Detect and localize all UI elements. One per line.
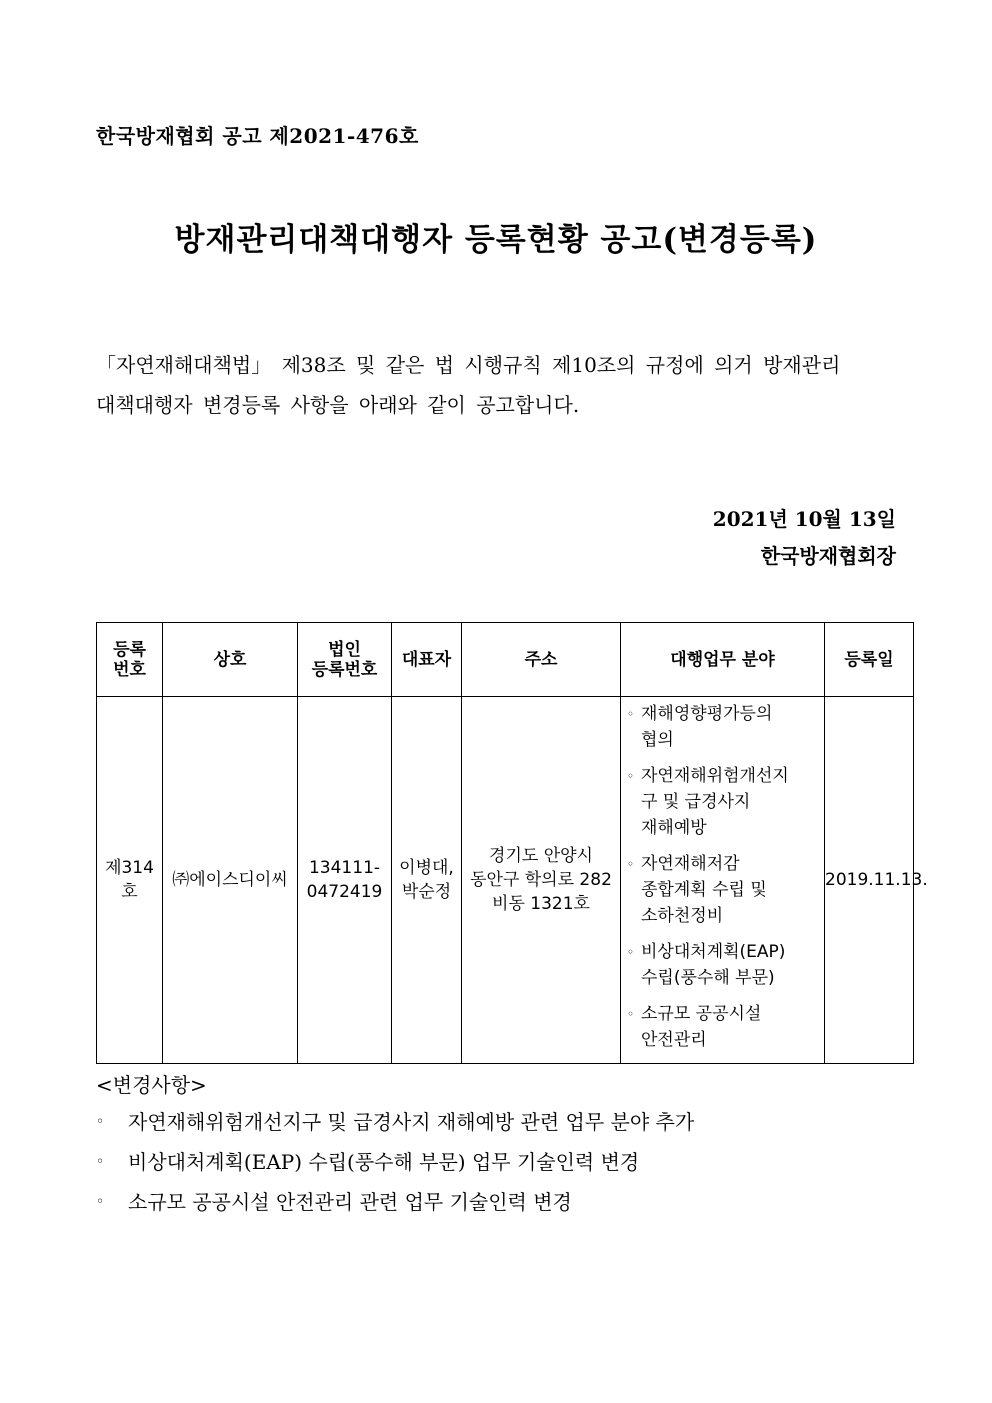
cell-reg-date: 2019.11.13. xyxy=(825,697,914,1064)
issuer: 한국방재협회장 xyxy=(760,544,896,568)
cell-fields xyxy=(621,697,825,1064)
table-row xyxy=(97,697,914,1064)
list-item: ◦ 자연재해위험개선지구 및 급경사지 재해예방 관련 업무 분야 추가 xyxy=(96,1106,694,1146)
header-representative: 대표자 xyxy=(392,623,462,697)
registration-table xyxy=(96,622,928,1064)
bullet-icon: ◦ xyxy=(96,1154,105,1170)
list-item: ◦ 소규모 공공시설 안전관리 xyxy=(627,1001,818,1053)
notice-date: 2021년 10월 13일 xyxy=(712,507,896,531)
list-item: ◦ 비상대처계획(EAP) 수립(풍수해 부문) xyxy=(627,939,818,991)
notice-number: 한국방재협회 공고 제2021-476호 xyxy=(96,124,419,148)
cell-reg-no: 제314호 xyxy=(97,697,163,1064)
header-reg-no: 등록 번호 xyxy=(97,623,163,697)
cell-address: 경기도 안양시 동안구 학의로 282 비동 1321호 xyxy=(462,697,621,1064)
header-company: 상호 xyxy=(163,623,298,697)
cell-representative: 이병대, 박순정 xyxy=(392,697,462,1064)
bullet-icon: ◦ xyxy=(96,1114,105,1130)
cell-corp-no: 134111- 0472419 xyxy=(298,697,392,1064)
header-address: 주소 xyxy=(462,623,621,697)
bullet-icon: ◦ xyxy=(627,857,635,871)
list-item: ◦ 소규모 공공시설 안전관리 관련 업무 기술인력 변경 xyxy=(96,1186,694,1226)
bullet-icon: ◦ xyxy=(96,1194,105,1210)
list-item: ◦ 자연재해위험개선지 구 및 급경사지 재해예방 xyxy=(627,763,818,841)
bullet-icon: ◦ xyxy=(627,1007,635,1021)
header-fields: 대행업무 분야 xyxy=(621,623,825,697)
notice-body-line: 대책대행자 변경등록 사항을 아래와 같이 공고합니다. xyxy=(96,393,580,417)
notice-body-line: 「자연재해대책법」 제38조 및 같은 법 시행규칙 제10조의 규정에 의거 방재관리 xyxy=(96,353,841,377)
list-item: ◦ 비상대처계획(EAP) 수립(풍수해 부문) 업무 기술인력 변경 xyxy=(96,1146,694,1186)
header-reg-date: 등록일 xyxy=(825,623,914,697)
bullet-icon: ◦ xyxy=(627,769,635,783)
table-header-row xyxy=(97,623,914,697)
bullet-icon: ◦ xyxy=(627,707,635,721)
cell-company: ㈜에이스디이씨 xyxy=(163,697,298,1064)
notice-body xyxy=(96,345,896,425)
changes-heading: <변경사항> xyxy=(96,1073,207,1097)
header-corp-no: 법인 등록번호 xyxy=(298,623,392,697)
changes-list xyxy=(96,1106,694,1226)
page-title: 방재관리대책대행자 등록현황 공고(변경등록) xyxy=(174,222,818,258)
list-item: ◦ 재해영향평가등의 협의 xyxy=(627,701,818,753)
bullet-icon: ◦ xyxy=(627,945,635,959)
list-item: ◦ 자연재해저감 종합계획 수립 및 소하천정비 xyxy=(627,851,818,929)
